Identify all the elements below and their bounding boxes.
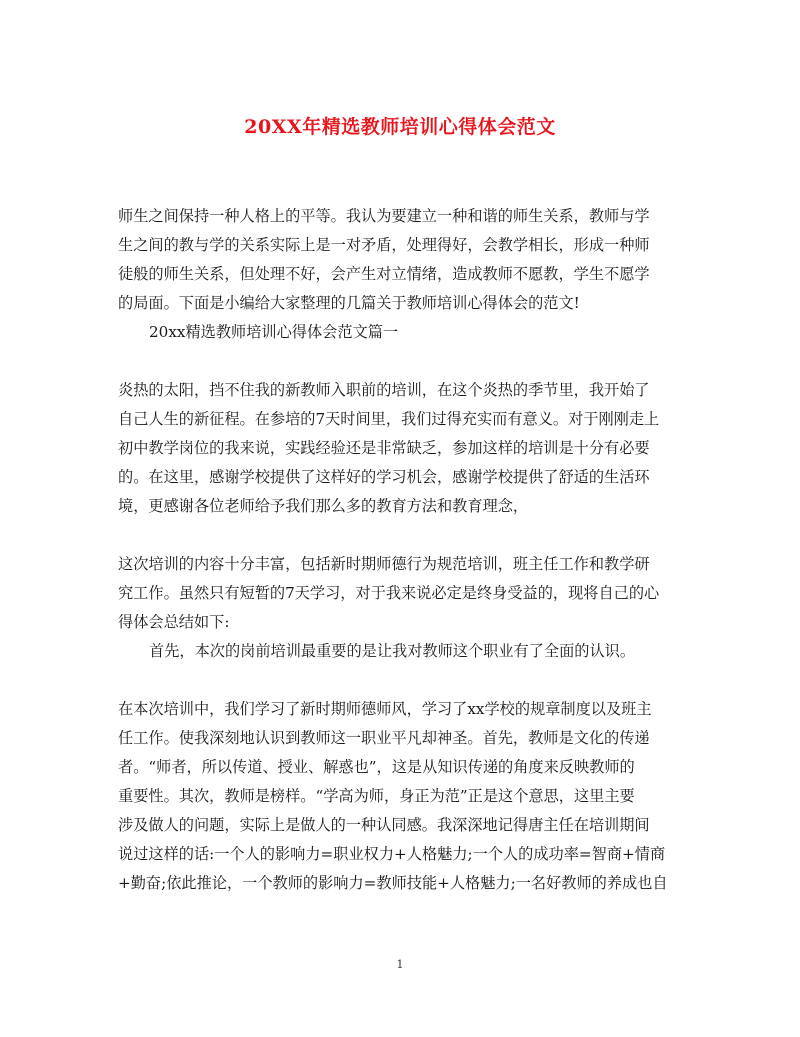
text-line: 自己人生的新征程。在参培的7天时间里，我们过得充实而有意义。对于刚刚走上 [118, 410, 660, 428]
text-line: +勤奋;依此推论，一个教师的影响力=教师技能+人格魅力;一名好教师的养成也自 [118, 874, 668, 892]
text-line: 的。在这里，感谢学校提供了这样好的学习机会，感谢学校提供了舒适的生活环 [118, 468, 650, 486]
document-body [118, 202, 682, 898]
text-line: 生之间的教与学的关系实际上是一对矛盾，处理得好，会教学相长，形成一种师 [118, 236, 650, 254]
text-line: 任工作。使我深刻地认识到教师这一职业平凡却神圣。首先，教师是文化的传递 [118, 729, 650, 747]
paragraph-gap [118, 347, 682, 376]
text-line: 初中教学岗位的我来说，实践经验还是非常缺乏，参加这样的培训是十分有必要 [118, 439, 650, 457]
paragraph-teacher-ethics [118, 695, 682, 898]
text-line: 涉及做人的问题，实际上是做人的一种认同感。我深深地记得唐主任在培训期间 [118, 816, 650, 834]
text-line: 究工作。虽然只有短暂的7天学习，对于我来说必定是终身受益的，现将自己的心 [118, 584, 660, 602]
text-line: 重要性。其次，教师是榜样。“学高为师，身正为范”正是这个意思，这里主要 [118, 787, 635, 805]
text-line: 在本次培训中，我们学习了新时期师德师风，学习了xx学校的规章制度以及班主 [118, 700, 652, 718]
text-line: 这次培训的内容十分丰富，包括新时期师德行为规范培训，班主任工作和教学研 [118, 555, 650, 573]
text-line: 者。“师者，所以传道、授业、解惑也”，这是从知识传递的角度来反映教师的 [118, 758, 635, 776]
text-line: 炎热的太阳，挡不住我的新教师入职前的培训，在这个炎热的季节里，我开始了 [118, 381, 650, 399]
text-line: 说过这样的话:一个人的影响力=职业权力+人格魅力;一个人的成功率=智商+情商 [118, 845, 666, 863]
paragraph-intro [118, 202, 682, 318]
text-line: 徒般的师生关系，但处理不好，会产生对立情绪，造成教师不愿教，学生不愿学 [118, 265, 650, 283]
paragraph-training-start [118, 376, 682, 521]
paragraph-gap [118, 521, 682, 550]
document-title: 20XX年精选教师培训心得体会范文 [244, 116, 556, 138]
paragraph-training-content [118, 550, 682, 637]
section-heading [118, 318, 682, 347]
text-line: 师生之间保持一种人格上的平等。我认为要建立一种和谐的师生关系，教师与学 [118, 207, 650, 225]
page-number: 1 [396, 958, 404, 971]
text-line: 的局面。下面是小编给大家整理的几篇关于教师培训心得体会的范文! [118, 294, 580, 312]
text-line: 20xx精选教师培训心得体会范文篇一 [149, 323, 399, 341]
text-line: 得体会总结如下: [118, 613, 230, 631]
text-line: 首先，本次的岗前培训最重要的是让我对教师这个职业有了全面的认识。 [149, 642, 635, 660]
paragraph-gap [118, 666, 682, 695]
paragraph-first-point [118, 637, 682, 666]
text-line: 境，更感谢各位老师给予我们那么多的教育方法和教育理念， [118, 497, 529, 515]
